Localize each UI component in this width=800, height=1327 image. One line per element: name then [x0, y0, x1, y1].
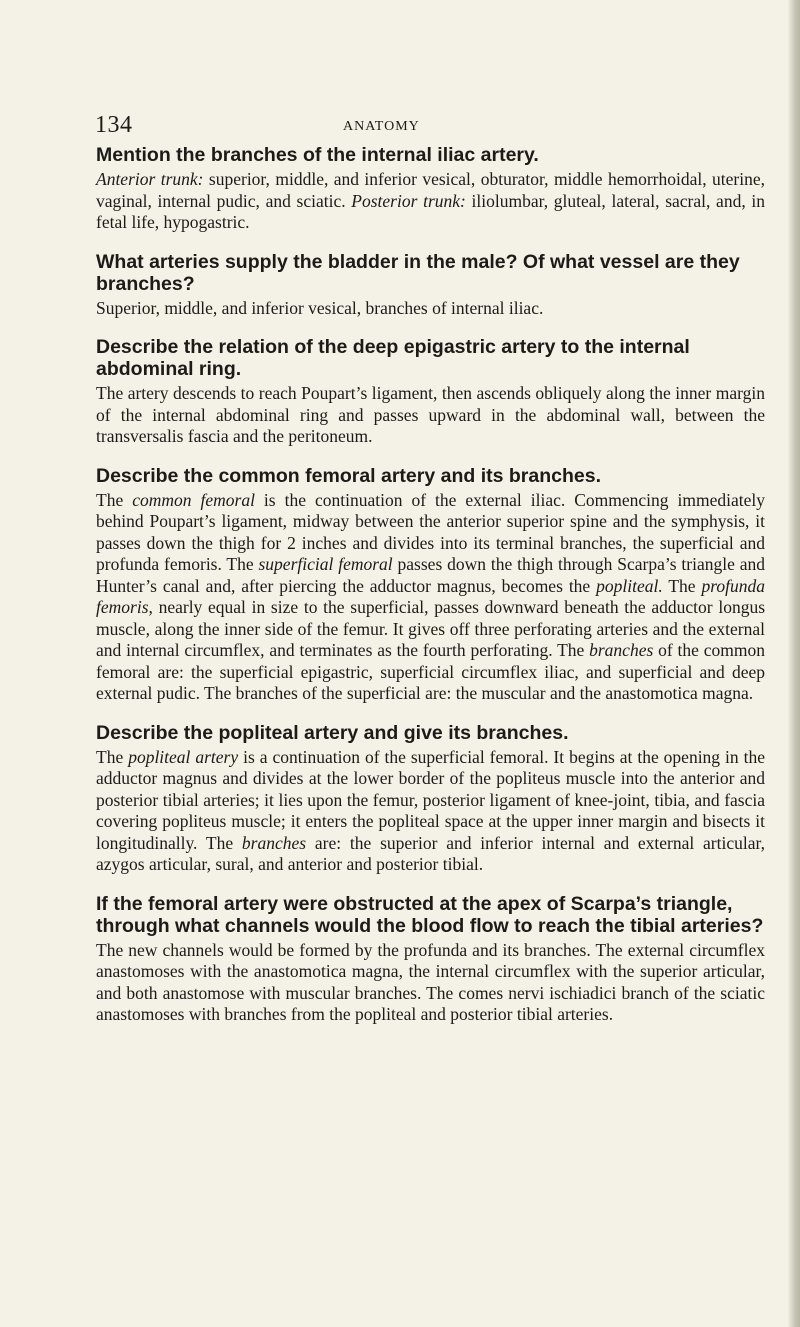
qa-common-femoral	[96, 465, 765, 705]
answer-text: iliolumbar, gluteal, lateral, sacral, and, in fetal life, hypogastric.	[96, 190, 765, 232]
answer-text: of the common femoral are: the superficial epigastric, superficial circumflex iliac, and superficial and deep external pudic. The branches of the superficial are: the muscular and the anastomotica magna.	[96, 640, 765, 703]
italic-term: branches	[589, 640, 654, 660]
italic-term: profunda femoris,	[96, 575, 765, 617]
question-heading: What arteries supply the bladder in the male? Of what vessel are they branches?	[96, 250, 740, 295]
answer-text: The	[96, 489, 133, 510]
italic-term: popliteal.	[596, 575, 663, 596]
answer-paragraph	[96, 169, 765, 234]
answer-paragraph	[96, 940, 765, 1026]
qa-femoral-obstruction	[96, 893, 765, 1026]
answer-text: superior, middle, and inferior vesical, obturator, middle hemorrhoidal, uterine, vaginal, internal pudic, and sciatic.	[96, 169, 765, 211]
running-head: ANATOMY	[343, 119, 420, 134]
answer-paragraph	[96, 298, 765, 320]
italic-term: Anterior trunk:	[96, 169, 204, 189]
italic-term: common femoral	[132, 489, 255, 510]
qa-deep-epigastric	[96, 336, 765, 448]
answer-text: are: the superior and inferior internal and external articular, azygos articular, sural, and anterior and posterior tibial.	[96, 832, 765, 874]
qa-internal-iliac	[96, 144, 765, 234]
question-heading: Describe the relation of the deep epigastric artery to the internal abdominal ring.	[96, 336, 690, 380]
answer-text: passes down the thigh through Scarpa’s triangle and Hunter’s canal and, after piercing the adductor magnus, becomes the	[96, 554, 765, 596]
italic-term: branches	[241, 832, 307, 853]
qa-popliteal	[96, 722, 765, 876]
answer-text: nearly equal in size to the superficial, passes downward beneath the adductor longus muscle, along the inner side of the femur. It gives off three perforating arteries and the external and internal circumflex, and terminates as the fourth perforating. The	[96, 597, 765, 660]
italic-term: popliteal artery	[128, 746, 239, 767]
question-heading: Describe the popliteal artery and give its branches.	[96, 721, 569, 744]
page-edge-shadow	[788, 0, 800, 1327]
answer-paragraph	[96, 383, 765, 448]
answer-text: The new channels would be formed by the profunda and its branches. The external circumflex anastomoses with the anastomotica magna, the internal circumflex with the superior articular, and both anastomose with muscular branches. The comes nervi ischiadici branch of the sciatic anastomoses with branches from the popliteal and posterior tibial arteries.	[96, 939, 765, 1024]
italic-term: Posterior trunk:	[351, 190, 466, 211]
question-heading: If the femoral artery were obstructed at the apex of Scarpa’s triangle, through what channels would the blood flow to reach the tibial arteries?	[96, 892, 764, 937]
answer-text: is the continuation of the external iliac. Commencing immediately behind Poupart’s ligament, midway between the anterior superior spine and the symphysis, it passes down the thigh for 2 inches and divides into its terminal branches, the superficial and profunda femoris. The	[96, 489, 765, 574]
question-heading: Mention the branches of the internal iliac artery.	[96, 144, 539, 166]
answer-paragraph	[96, 747, 765, 876]
answer-text: is a continuation of the superficial femoral. It begins at the opening in the adductor magnus and divides at the lower border of the popliteus muscle into the anterior and posterior tibial arteries; it lies upon the femur, posterior ligament of knee-joint, tibia, and fascia covering popliteus muscle; it enters the popliteal space at the upper inner margin and bisects it longitudinally. The	[96, 746, 765, 853]
answer-text: The	[662, 575, 702, 596]
qa-bladder-arteries	[96, 251, 765, 320]
page-number: 134	[95, 112, 133, 138]
answer-text: The artery descends to reach Poupart’s ligament, then ascends obliquely along the inner margin of the internal abdominal ring and passes upward in the abdominal wall, between the transversalis fascia and the peritoneum.	[96, 383, 765, 446]
answer-text: The	[96, 746, 129, 767]
answer-paragraph	[96, 490, 765, 705]
question-heading: Describe the common femoral artery and its branches.	[96, 464, 602, 487]
page-body	[96, 144, 765, 1043]
italic-term: superficial femoral	[258, 554, 393, 574]
answer-text: Superior, middle, and inferior vesical, branches of internal iliac.	[96, 297, 544, 318]
